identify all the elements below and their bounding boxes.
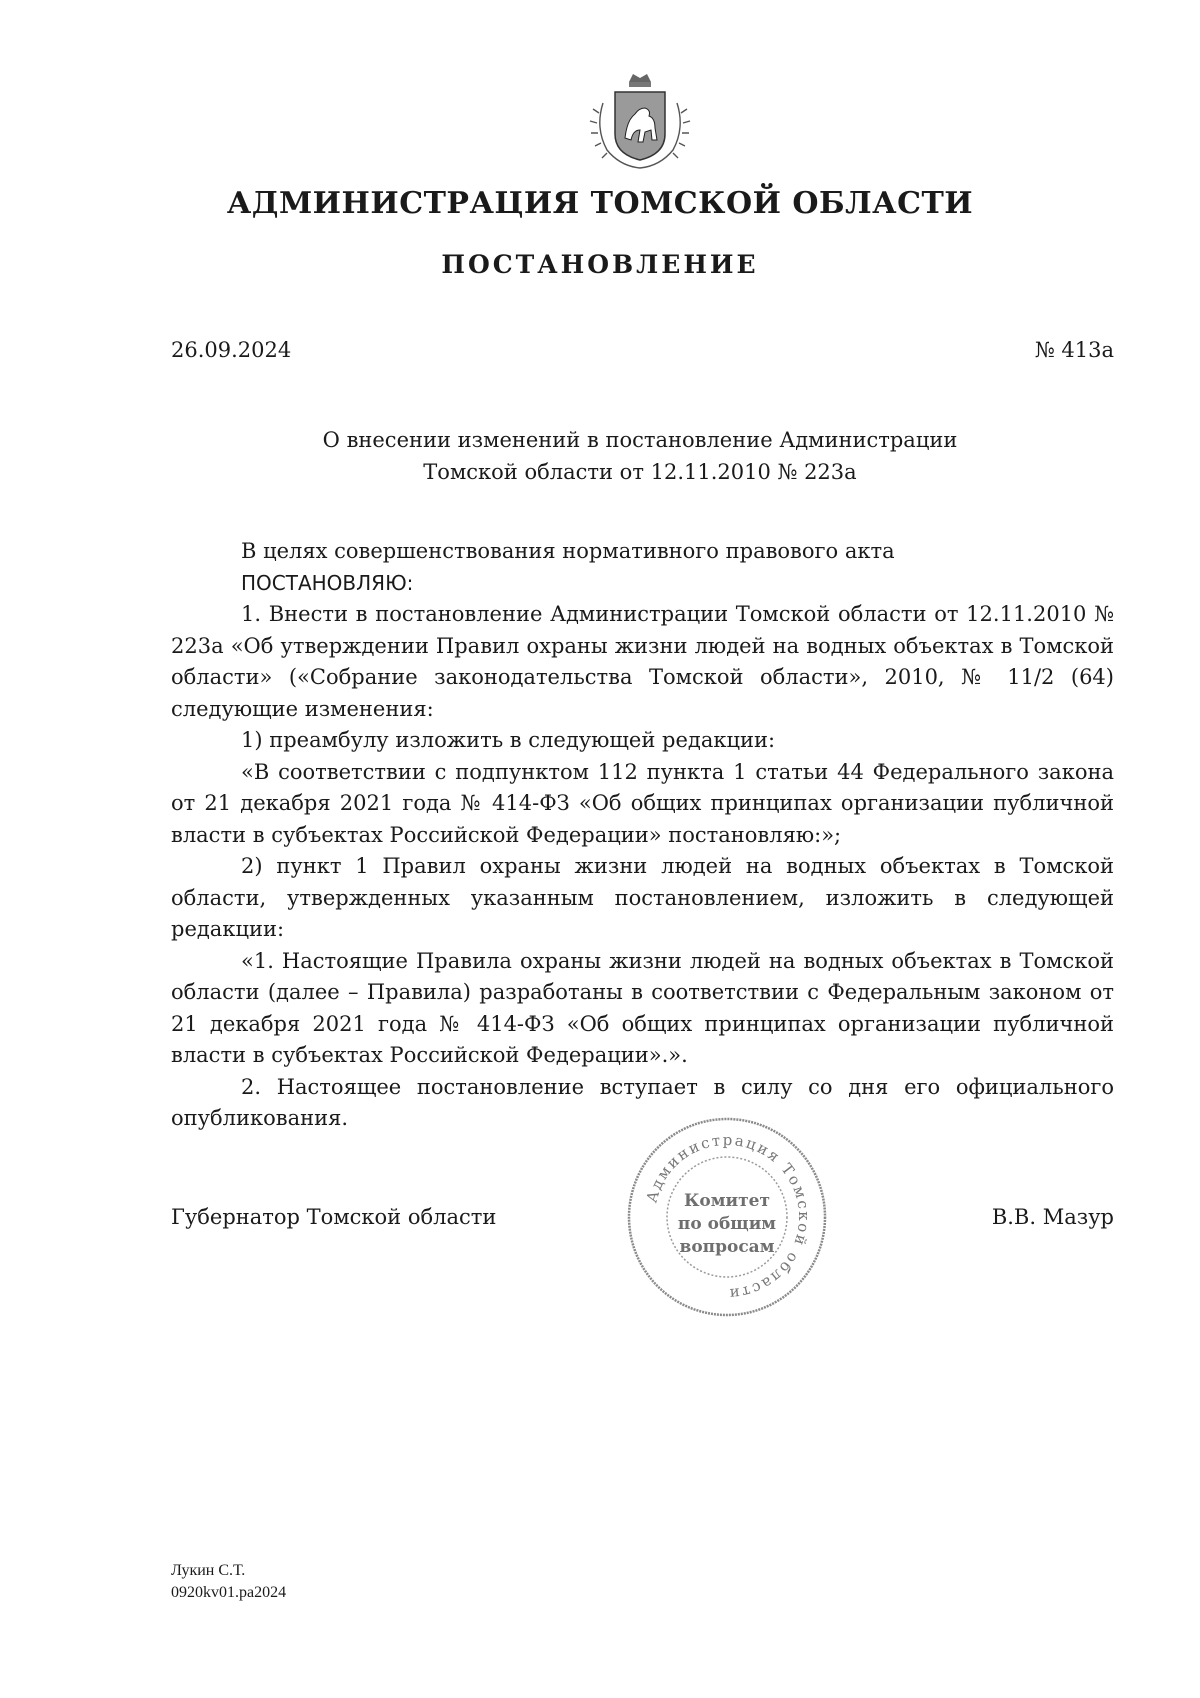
coat-of-arms-emblem <box>585 68 695 178</box>
body-paragraph-preamble-quote: «В соответствии с подпунктом 112 пункта 1 статьи 44 Федерального закона от 21 декабря 2021 года № 414-ФЗ «Об общих принципах организации публичной власти в субъектах Российской Федерации» постановляю:»; <box>171 759 1114 847</box>
document-body <box>171 536 1114 1135</box>
body-paragraph-subitem-2: 2) пункт 1 Правил охраны жизни людей на водных объектах в Томской области, утвержденных указанным постановлением, изложить в следующей редакции: <box>171 854 1114 941</box>
document-date: 26.09.2024 <box>171 338 292 362</box>
svg-text:Администрация Томской области: Администрация Томской области <box>642 1130 814 1304</box>
body-paragraph-item-1: 1. Внести в постановление Администрации Томской области от 12.11.2010 № 223а «Об утверждении Правил охраны жизни людей на водных объектах в Томской области» («Собрание законодательства Томской области», 2010, № 11/2 (64) следующие изменения: <box>171 602 1114 721</box>
footer-file-code: 0920kv01.pa2024 <box>171 1584 287 1601</box>
document-type: ПОСТАНОВЛЕНИЕ <box>441 250 759 279</box>
signer-name: В.В. Мазур <box>991 1205 1114 1229</box>
footer-executor: Лукин С.Т. <box>171 1562 246 1579</box>
document-subject <box>240 424 1040 488</box>
subject-line-1: О внесении изменений в постановление Администрации <box>322 428 958 452</box>
document-footer <box>171 1560 286 1604</box>
organization-title: АДМИНИСТРАЦИЯ ТОМСКОЙ ОБЛАСТИ <box>226 186 974 221</box>
svg-text:по общим: по общим <box>677 1214 777 1234</box>
body-paragraph-intro: В целях совершенствования нормативного правового акта <box>241 539 895 563</box>
body-paragraph-decree: ПОСТАНОВЛЯЮ: <box>241 570 414 595</box>
body-paragraph-rules-quote: «1. Настоящие Правила охраны жизни людей на водных объектах в Томской области (далее – Правила) разработаны в соответствии с Федеральным законом от 21 декабря 2021 года № 414-ФЗ «Об общих принципах организации публичной власти в субъектах Российской Федерации».». <box>171 948 1114 1067</box>
body-paragraph-subitem-1: 1) преамбулу изложить в следующей редакции: <box>241 728 776 752</box>
official-stamp <box>622 1112 832 1322</box>
document-number: № 413а <box>1034 338 1114 362</box>
signer-position: Губернатор Томской области <box>171 1205 497 1229</box>
svg-text:вопросам: вопросам <box>679 1237 775 1257</box>
body-paragraph-item-2: 2. Настоящее постановление вступает в силу со дня его официального опубликования. <box>171 1074 1114 1130</box>
svg-text:Комитет: Комитет <box>683 1191 771 1211</box>
subject-line-2: Томской области от 12.11.2010 № 223а <box>423 460 857 484</box>
